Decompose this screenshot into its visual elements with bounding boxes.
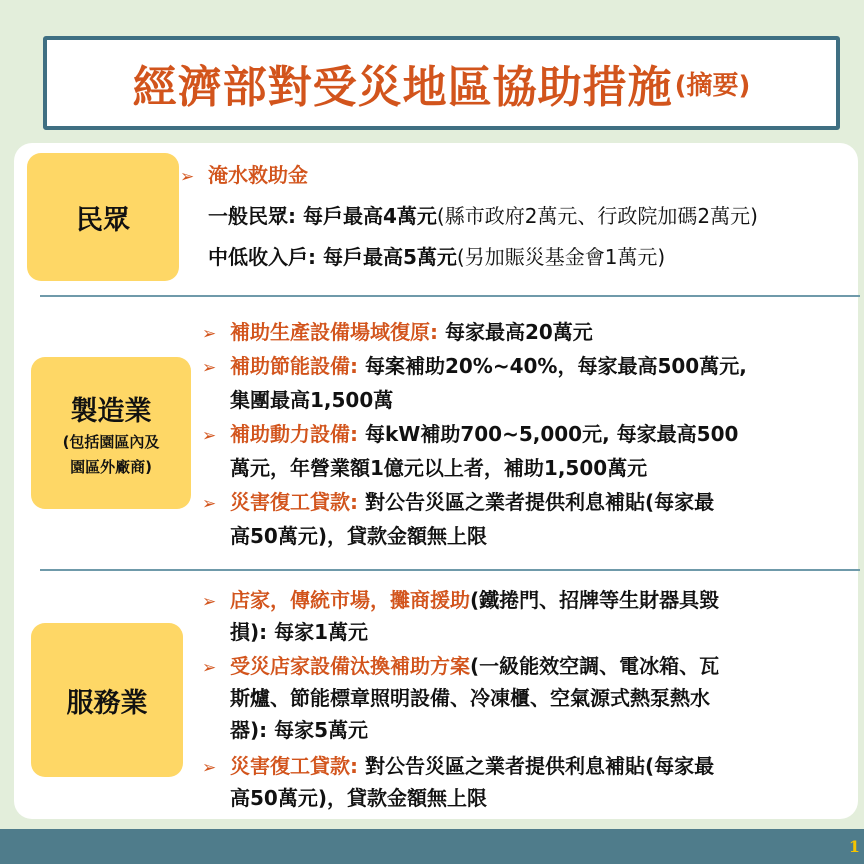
service-item-1-cont: 損): 每家1萬元 (230, 620, 369, 644)
content-panel (14, 143, 858, 819)
bullet-arrow-icon: ➢ (202, 658, 217, 678)
manufacturing-item-4: ➢ 災害復工貸款: 對公告災區之業者提供利息補貼(每家最 (202, 489, 714, 517)
service-item-1: ➢ 店家，傳統市場，攤商援助(鐵捲門、招牌等生財器具毀 (202, 587, 719, 615)
manufacturing-item-2: ➢ 補助節能設備: 每案補助20%~40%，每家最高500萬元, (202, 353, 747, 381)
title-box (43, 36, 840, 130)
bullet-arrow-icon: ➢ (180, 167, 195, 187)
service-item-2-cont-1: 斯爐、節能標章照明設備、冷凍櫃、空氣源式熱泵熱水 (230, 686, 710, 710)
bullet-arrow-icon: ➢ (202, 758, 217, 778)
page-number: 1 (848, 837, 860, 856)
manufacturing-item-3: ➢ 補助動力設備: 每kW補助700~5,000元, 每家最高500 (202, 421, 738, 449)
manufacturing-item-2-cont: 集團最高1,500萬 (230, 388, 394, 412)
public-heading: ➢ 淹水救助金 (180, 162, 308, 190)
bullet-arrow-icon: ➢ (202, 358, 217, 378)
section-divider (40, 569, 860, 571)
manufacturing-item-3-cont: 萬元，年營業額1億元以上者，補助1,500萬元 (230, 456, 648, 480)
service-item-3: ➢ 災害復工貸款: 對公告災區之業者提供利息補貼(每家最 (202, 753, 714, 781)
category-label-manufacturing: 製造業 (包括園區內及 園區外廠商) (31, 357, 191, 509)
section-divider (40, 295, 860, 297)
service-item-2-cont-2: 器): 每家5萬元 (230, 718, 369, 742)
bullet-arrow-icon: ➢ (202, 494, 217, 514)
service-item-2: ➢ 受災店家設備汰換補助方案(一級能效空調、電冰箱、瓦 (202, 653, 719, 681)
manufacturing-item-1: ➢ 補助生產設備場域復原: 每家最高20萬元 (202, 319, 593, 347)
public-line-general: 一般民眾: 每戶最高4萬元(縣市政府2萬元、行政院加碼2萬元) (208, 204, 758, 228)
category-label-public: 民眾 (27, 153, 179, 281)
manufacturing-item-4-cont: 高50萬元)，貸款金額無上限 (230, 524, 487, 548)
public-line-lowincome: 中低收入戶: 每戶最高5萬元(另加賑災基金會1萬元) (208, 245, 666, 269)
page-subtitle: (摘要) (674, 70, 751, 101)
page-title: 經濟部對受災地區協助措施 (132, 62, 673, 113)
bullet-arrow-icon: ➢ (202, 592, 217, 612)
bullet-arrow-icon: ➢ (202, 324, 217, 344)
bullet-arrow-icon: ➢ (202, 426, 217, 446)
service-item-3-cont: 高50萬元)，貸款金額無上限 (230, 786, 487, 810)
footer-bar (0, 829, 864, 864)
category-label-service: 服務業 (31, 623, 183, 777)
